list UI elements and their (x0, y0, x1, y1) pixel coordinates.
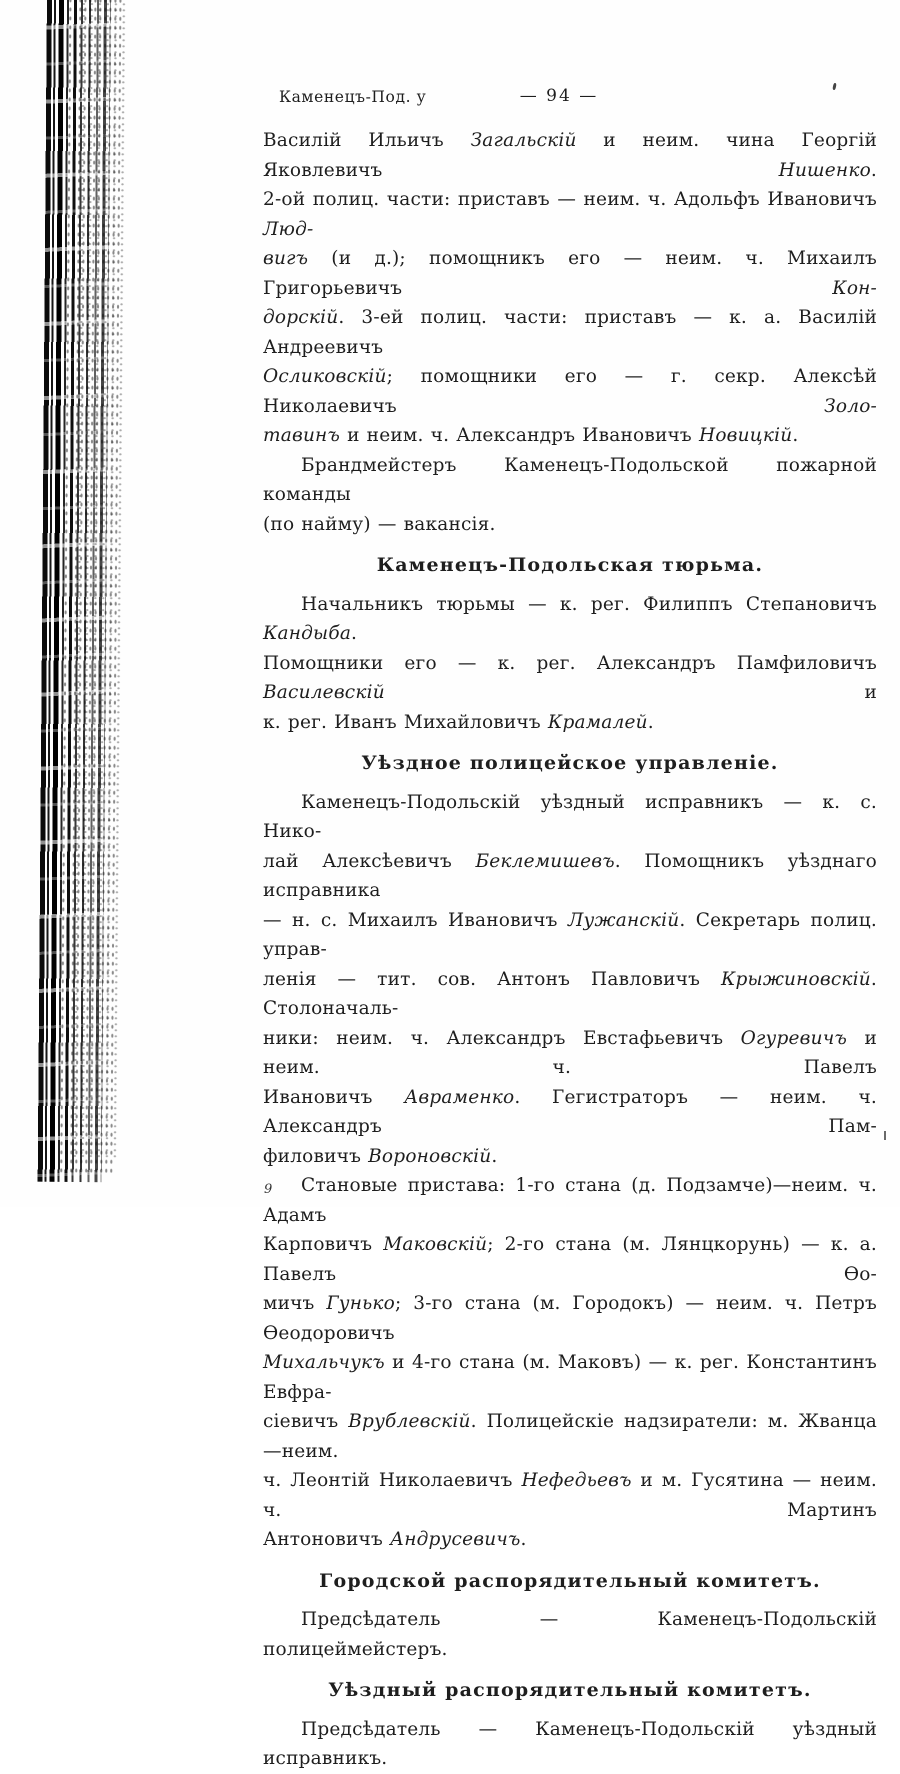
text-line (263, 244, 877, 303)
text-run: . 3-ей полиц. части: приставъ — к. а. Василій Андреевичъ (263, 307, 877, 358)
text-line (263, 906, 877, 965)
paragraph (263, 1605, 877, 1664)
text-line (263, 847, 877, 906)
text-run: Брандмейстеръ Каменецъ-Подольской пожарной команды (263, 454, 877, 505)
text-run: . Секретарь полиц. управ- (263, 909, 877, 960)
person-name: Василевскій (263, 682, 385, 703)
person-name: Нефедьевъ (521, 1470, 632, 1491)
text-run: Начальникъ тюрьмы — к. рег. Филиппъ Степановичъ (301, 593, 877, 615)
text-run: ленія — тит. сов. Антонъ Павловичъ (263, 968, 721, 990)
person-name: Гунько (326, 1293, 395, 1314)
text-line (263, 708, 877, 738)
page-content (263, 126, 877, 1774)
text-run: 2-ой полиц. части: приставъ — неим. ч. Адольфъ Ивановичъ (263, 189, 877, 210)
text-run: к. рег. Иванъ Михайловичъ (263, 711, 548, 733)
text-line (263, 1605, 877, 1664)
text-run: . (792, 425, 799, 446)
text-run: ; помощники его — г. секр. Алексѣй Николаевичъ (263, 366, 877, 417)
person-name: Михальчукъ (263, 1352, 385, 1373)
page-number: — 94 — (519, 86, 599, 106)
person-name: Крыжиновскій (721, 968, 871, 990)
text-run: ч. Леонтій Николаевичъ (263, 1470, 522, 1491)
text-run: Ивановичъ (263, 1086, 405, 1108)
text-line (263, 126, 877, 185)
text-line (263, 1024, 877, 1083)
person-name: Огуревичъ (740, 1027, 847, 1049)
text-line (263, 1083, 877, 1142)
text-line (263, 1142, 877, 1172)
person-name: тавинъ (263, 425, 340, 446)
person-name: Кон- (832, 277, 877, 299)
text-run: лай Алексѣевичъ (263, 850, 476, 872)
text-run: Помощники его — к. рег. Александръ Памфиловичъ (263, 652, 877, 674)
text-run: ; 3-го стана (м. Городокъ) — неим. ч. Петръ Ѳеодоровичъ (263, 1293, 877, 1344)
text-run: и (384, 682, 877, 703)
paragraph (263, 1171, 877, 1555)
person-name: Кандыба (263, 623, 352, 644)
running-header (263, 86, 877, 108)
text-run: ники: неим. ч. Александръ Евстафьевичъ (263, 1027, 741, 1049)
person-name: Крамалей (547, 711, 648, 733)
text-line (263, 1466, 877, 1525)
text-run: Становые пристава: 1-го стана (д. Подзамче)—неим. ч. Адамъ (263, 1175, 877, 1226)
person-name: Нишенко (778, 159, 871, 181)
text-line (263, 451, 877, 510)
text-line (263, 965, 877, 1024)
paragraph (263, 788, 877, 1172)
text-run: . (520, 1529, 527, 1550)
running-header-title: Каменецъ-Под. у (279, 88, 427, 106)
person-name: Люд- (263, 218, 314, 240)
text-run: (и д.); помощникъ его — неим. ч. Михаилъ Григорьевичъ (263, 248, 877, 299)
section-heading: Уѣздное полицейское управленіе. (361, 752, 779, 774)
text-run: . Гегистраторъ — неим. ч. Александръ Пам- (263, 1086, 877, 1137)
person-name: Андрусевичъ (390, 1529, 521, 1550)
person-name: дорскій (263, 307, 339, 328)
paragraph (263, 451, 877, 540)
text-line (263, 303, 877, 362)
text-line (263, 1289, 877, 1348)
text-run: и неим. ч. Александръ Ивановичъ (339, 425, 699, 446)
text-line (263, 590, 877, 649)
section-heading: Городской распорядительный комитетъ. (319, 1569, 821, 1592)
text-run: . Полицейскіе надзиратели: м. Жванца—неим. (263, 1411, 877, 1462)
text-line (263, 421, 877, 451)
person-name: вигъ (263, 248, 309, 269)
text-line (263, 1407, 877, 1466)
text-run: мичъ (263, 1293, 327, 1314)
text-run: филовичъ (263, 1145, 369, 1167)
text-run: . Помощникъ уѣзднаго исправника (263, 850, 877, 901)
book-binding-edge (35, 0, 134, 1182)
person-name: Новицкій (698, 425, 793, 446)
person-name: Беклемишевъ (475, 850, 615, 872)
text-run: и неим. чина Георгій Яковлевичъ (263, 130, 877, 181)
text-line (263, 788, 877, 847)
text-line (263, 649, 877, 708)
text-run: сіевичъ (263, 1411, 349, 1432)
text-run: Предсѣдатель — Каменецъ-Подольскій полицеймейстеръ. (263, 1609, 877, 1660)
paragraph (263, 1715, 877, 1774)
text-line (263, 1348, 877, 1407)
text-run: (по найму) — вакансія. (263, 513, 496, 535)
text-line (263, 185, 877, 244)
paragraph (263, 126, 877, 451)
text-run: и м. Гусятина — неим. ч. Мартинъ (263, 1470, 877, 1521)
text-run: Антоновичъ (263, 1529, 391, 1550)
text-run: и неим. ч. Павелъ (263, 1027, 877, 1078)
paragraph (263, 590, 877, 738)
text-run: . (491, 1145, 498, 1167)
text-run: ; 2-го стана (м. Лянцкорунь) — к. а. Павелъ Ѳо- (263, 1234, 877, 1285)
person-name: Врублевскій (348, 1411, 471, 1432)
text-line (263, 1525, 877, 1555)
binding-speckle (69, 0, 128, 1158)
section-heading: Каменецъ-Подольская тюрьма. (376, 554, 764, 576)
text-run: — н. с. Михаилъ Ивановичъ (263, 909, 568, 931)
scan-artifact (884, 1131, 886, 1140)
text-line (263, 1715, 877, 1774)
text-run: Каменецъ-Подольскій уѣздный исправникъ — к. с. Нико- (263, 791, 877, 842)
text-run: Предсѣдатель — Каменецъ-Подольскій уѣздный исправникъ. (263, 1718, 877, 1769)
text-line (263, 1171, 877, 1230)
person-name: Осликовскій (263, 366, 387, 387)
person-name: Золо- (824, 395, 877, 417)
text-run: . (870, 159, 877, 181)
text-run: и 4-го стана (м. Маковъ) — к. рег. Константинъ Евфра- (263, 1352, 877, 1403)
person-name: Маковскій (383, 1234, 488, 1255)
section-heading: Уѣздный распорядительный комитетъ. (328, 1679, 812, 1701)
person-name: Вороновскій (368, 1145, 492, 1167)
person-name: Лужанскій (567, 909, 680, 931)
text-run: Карповичъ (263, 1234, 384, 1255)
margin-mark: 9 (264, 1182, 273, 1197)
text-run: Василій Ильичъ (263, 130, 471, 151)
text-run: . (647, 711, 654, 733)
text-line (263, 1230, 877, 1289)
text-line (263, 510, 877, 540)
text-run: . (351, 623, 358, 644)
person-name: Авраменко (404, 1086, 515, 1108)
person-name: Загальскій (470, 130, 577, 151)
text-run: . Столоначаль- (263, 968, 877, 1019)
text-line (263, 362, 877, 421)
